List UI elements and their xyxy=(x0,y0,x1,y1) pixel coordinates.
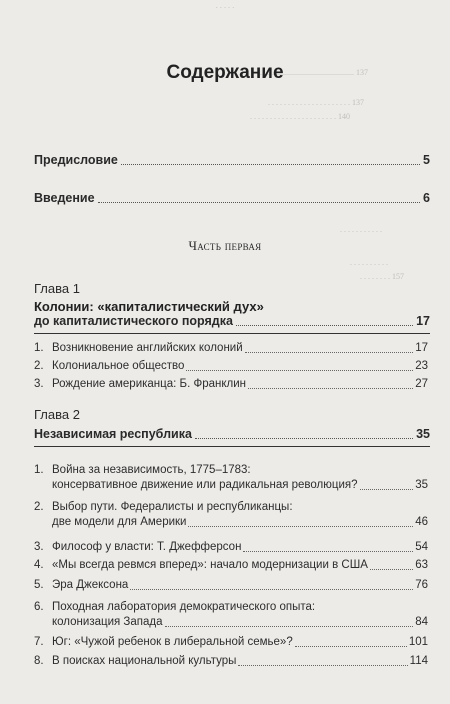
leader-dots xyxy=(245,352,414,353)
toc-entry-chapter-2[interactable] xyxy=(34,427,430,442)
chapter-heading: Глава 1 xyxy=(34,281,80,296)
page-title: Содержание xyxy=(166,62,284,83)
item-page: 63 xyxy=(415,559,428,571)
chapter-heading: Глава 2 xyxy=(34,407,80,422)
item-number: 2. xyxy=(34,360,44,372)
item-label: Рождение американца: Б. Франклин xyxy=(52,378,246,390)
item-label: Колониальное общество xyxy=(52,360,185,372)
chapter-title-line: Независимая республика xyxy=(34,427,192,441)
item-number: 1. xyxy=(34,342,44,354)
leader-dots xyxy=(238,665,407,666)
leader-dots xyxy=(195,438,413,439)
part-heading: Часть первая xyxy=(188,238,262,253)
chapter-rule xyxy=(34,333,430,334)
leader-dots xyxy=(121,164,420,165)
item-number: 1. xyxy=(34,464,44,476)
leader-dots xyxy=(236,325,413,326)
toc-entry-chapter-1[interactable] xyxy=(34,314,430,329)
leader-dots xyxy=(243,551,413,552)
item-number: 6. xyxy=(34,601,44,613)
item-page: 76 xyxy=(415,579,428,591)
item-label: Выбор пути. Федералисты и республиканцы: xyxy=(52,501,293,513)
chapter-title-line: до капиталистического порядка xyxy=(34,314,233,328)
leader-dots xyxy=(370,569,413,570)
item-page: 114 xyxy=(409,655,428,667)
leader-dots xyxy=(295,646,407,647)
entry-label: Введение xyxy=(34,191,95,205)
item-number: 8. xyxy=(34,655,44,667)
item-page: 101 xyxy=(408,636,428,648)
item-number: 7. xyxy=(34,636,44,648)
chapter-rule xyxy=(34,446,430,447)
item-number: 3. xyxy=(34,541,44,553)
running-header: · · · · · xyxy=(215,4,235,12)
leader-dots xyxy=(188,526,413,527)
chapter-title-line: Колонии: «капиталистический дух» xyxy=(34,299,264,314)
item-label: две модели для Америки xyxy=(52,516,187,528)
leader-dots xyxy=(98,202,420,203)
item-number: 4. xyxy=(34,559,44,571)
entry-page: 17 xyxy=(416,314,430,328)
item-label: Возникновение английских колоний xyxy=(52,342,243,354)
item-number: 2. xyxy=(34,501,44,513)
item-page: 17 xyxy=(415,342,428,354)
leader-dots xyxy=(130,589,413,590)
toc-entry-introduction[interactable] xyxy=(34,191,430,206)
item-label: колонизация Запада xyxy=(52,616,163,628)
item-page: 46 xyxy=(415,516,428,528)
item-page: 84 xyxy=(415,616,428,628)
item-number: 5. xyxy=(34,579,44,591)
leader-dots xyxy=(186,370,413,371)
entry-page: 6 xyxy=(423,191,430,205)
item-page: 27 xyxy=(415,378,428,390)
leader-dots xyxy=(165,626,414,627)
book-page: ................................................ 137 . . . . . . . . . . . . . . . . . . . . . 137 . . . . . . . . . . . . . . . . . . . . . . 140 . . . . . . . . . . . . . . . . . . . . . . . . . . . . . 157 · · · · · Содержание Предисловие 5 Введение 6 Часть первая Глава 1 Колонии: «капиталистический дух» до капиталистического порядка 17 1. Возникновение английских колоний 17 2. Колониальное общество 23 3. Рождение американца: Б. Франклин 27 Глава 2 Независимая республика 35 1. Война за независимость, 1775–1783: консервативное движение или радикальная революция? 35 2. Выбор пути. Федералисты и республиканцы: две модели для Америки 46 3. Философ у власти: Т. Джефферсон 54 4. «Мы всегда ревмся вперед»: начало модернизации в США 63 5. Эра Джексона 76 6. Походная лаборатория демократического опыта: колонизация Запада 84 7. Юг: «Чужой ребенок в либеральной семье»? 101 8. В поисках национальной культуры 114 xyxy=(0,0,450,704)
leader-dots xyxy=(360,489,414,490)
item-page: 35 xyxy=(415,479,428,491)
item-label: В поисках национальной культуры xyxy=(52,655,237,667)
item-page: 23 xyxy=(415,360,428,372)
item-label: Юг: «Чужой ребенок в либеральной семье»? xyxy=(52,636,293,648)
entry-page: 35 xyxy=(416,427,430,441)
item-label: Философ у власти: Т. Джефферсон xyxy=(52,541,242,553)
item-label: Война за независимость, 1775–1783: xyxy=(52,464,251,476)
item-label: консервативное движение или радикальная революция? xyxy=(52,479,358,491)
item-number: 3. xyxy=(34,378,44,390)
leader-dots xyxy=(248,388,413,389)
item-page: 54 xyxy=(415,541,428,553)
entry-page: 5 xyxy=(423,153,430,167)
item-label: «Мы всегда ревмся вперед»: начало модернизации в США xyxy=(52,559,368,571)
toc-entry-preface[interactable] xyxy=(34,153,430,168)
item-label: Походная лаборатория демократического опыта: xyxy=(52,601,316,613)
item-label: Эра Джексона xyxy=(52,579,129,591)
entry-label: Предисловие xyxy=(34,153,118,167)
